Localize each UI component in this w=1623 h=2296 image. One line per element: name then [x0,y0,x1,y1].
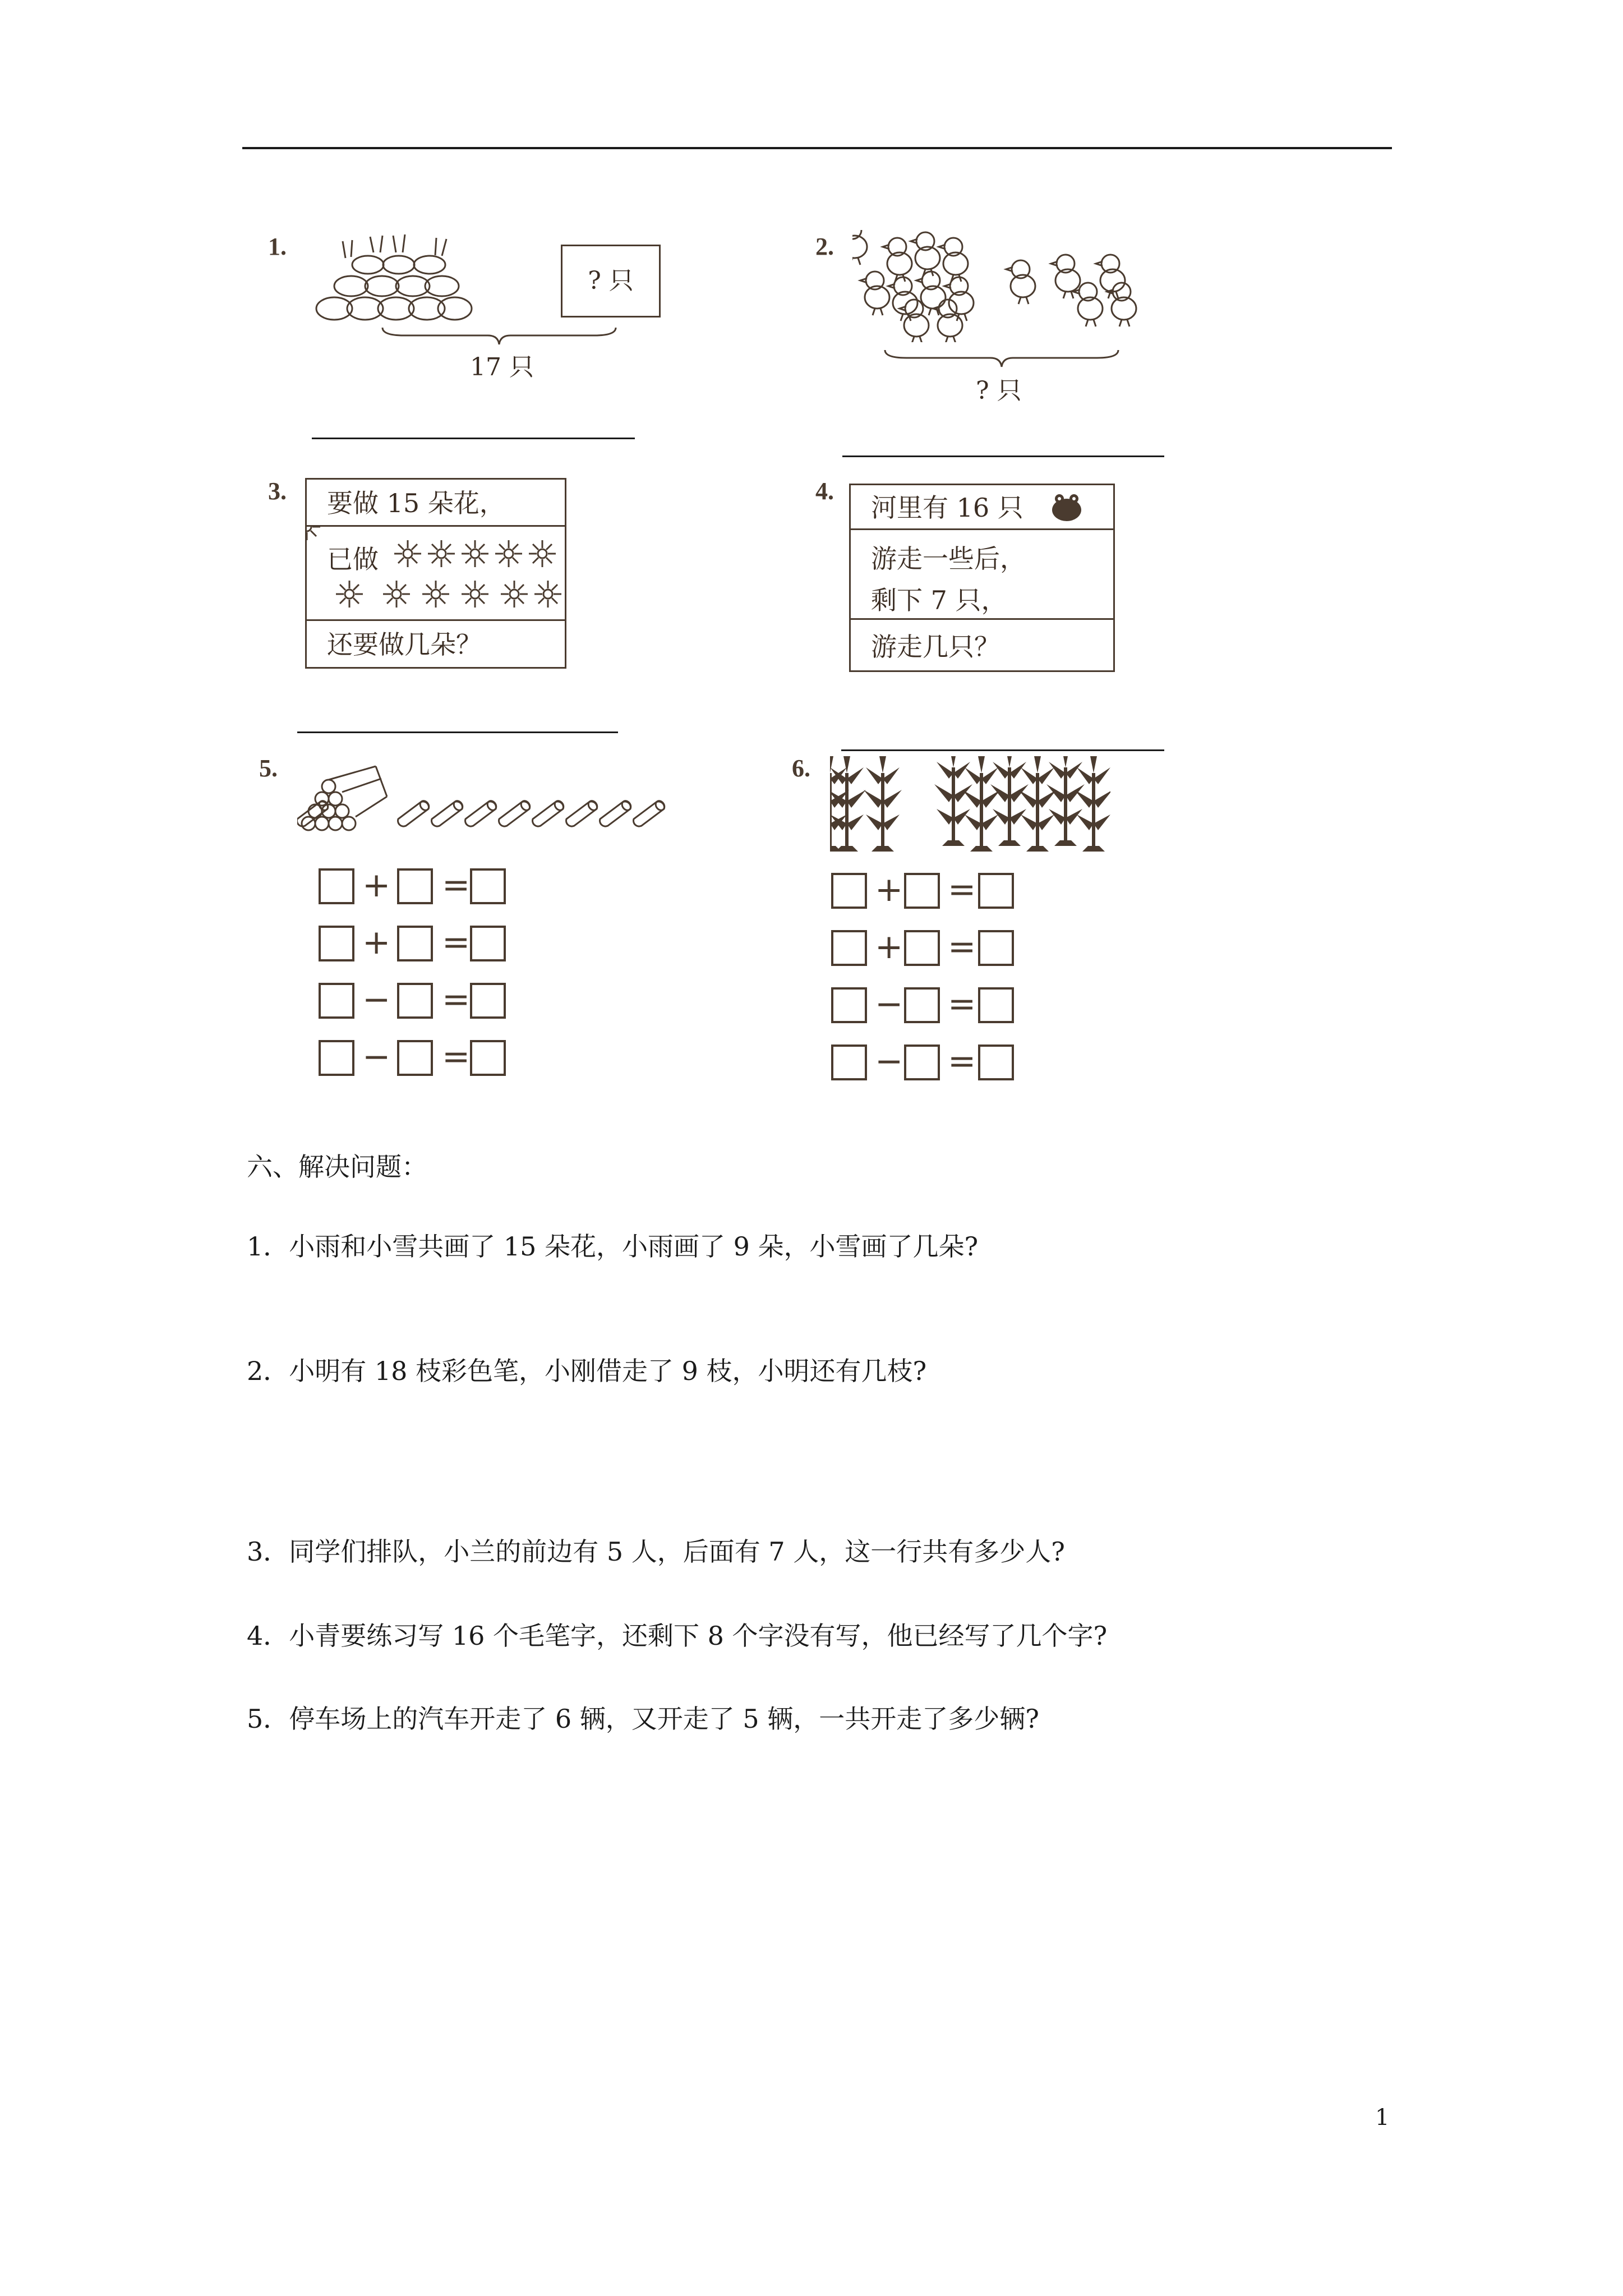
frog-icon [1048,491,1085,524]
answer-box[interactable] [904,873,940,909]
card-4-row-4: 游走几只？ [871,632,1000,662]
answer-box[interactable] [831,1045,867,1080]
flowers-illustration [307,527,565,621]
equals-sign: = [442,923,471,962]
answer-box[interactable] [397,1040,433,1076]
answer-box[interactable] [319,1040,354,1076]
answer-box[interactable] [978,930,1014,966]
card-3-row-3: 还要做几朵？ [327,629,482,660]
answer-box[interactable] [319,868,354,904]
chick-group-illustration [852,230,1144,342]
equation-row [319,923,520,964]
answer-line-1[interactable] [312,438,635,439]
answer-box[interactable] [397,868,433,904]
answer-box[interactable] [831,987,867,1023]
equation-row [319,980,520,1021]
answer-box[interactable] [904,1045,940,1080]
word-problem-4: 4．小青要练习写 16 个毛笔字，还剩下 8 个字没有写，他已经写了几个字? [247,1621,1108,1651]
brace-label-question: ? 只 [976,376,1022,405]
problem-4-number: 4. [815,477,834,505]
answer-box[interactable] [831,873,867,909]
answer-box[interactable] [470,983,506,1019]
answer-box[interactable] [397,983,433,1019]
unknown-count-box: ? 只 [561,245,661,318]
card-4-row-1 [851,485,1113,530]
equals-sign: = [948,1042,976,1081]
card-4-row-2: 游走一些后， [871,544,1026,574]
equals-sign: = [948,870,976,909]
word-problem-1: 1．小雨和小雪共画了 15 朵花，小雨画了 9 朵，小雪画了几朵? [247,1231,979,1262]
answer-box[interactable] [319,926,354,961]
brace-question [884,348,1119,370]
equals-sign: = [948,984,976,1024]
card-3-row-1: 要做 15 朵花， [307,480,565,527]
operator: + [875,870,903,909]
brace-label-17: 17 只 [470,353,534,381]
equation-row [831,1042,1033,1083]
problem-2-number: 2. [815,233,834,260]
card-4-row-3: 剩下 7 只， [851,581,1113,620]
operator: − [362,980,391,1019]
answer-box[interactable] [904,930,940,966]
corn-plants-illustration [830,756,1110,857]
equals-sign: = [442,1037,471,1076]
answer-box[interactable] [978,873,1014,909]
equation-row [831,927,1033,968]
answer-box[interactable] [470,926,506,961]
answer-box[interactable] [470,868,506,904]
operator: − [362,1037,391,1076]
equals-sign: = [442,866,471,905]
logs-illustration [297,763,673,836]
rabbit-group-illustration [312,230,486,331]
answer-box[interactable] [831,930,867,966]
answer-line-3[interactable] [297,731,618,733]
header-rule [242,147,1392,149]
equation-row [319,868,520,907]
answer-box[interactable] [397,926,433,961]
card-3-row-2-label: 已做 [327,544,379,574]
equation-row [831,984,1033,1025]
operator: + [362,923,391,962]
operator: + [875,927,903,967]
problem-3-number: 3. [268,477,287,505]
word-problem-5: 5．停车场上的汽车开走了 6 辆，又开走了 5 辆，一共开走了多少辆? [247,1704,1039,1734]
page-number: 1 [1375,2105,1390,2131]
equation-row [319,1037,520,1078]
equals-sign: = [442,980,471,1019]
equals-sign: = [948,927,976,967]
section-title: 六、解决问题： [247,1152,427,1182]
answer-box[interactable] [319,983,354,1019]
problem-4-card [849,484,1115,672]
word-problem-2: 2．小明有 18 枝彩色笔，小刚借走了 9 枝，小明还有几枝? [247,1356,927,1386]
answer-box[interactable] [978,987,1014,1023]
answer-box[interactable] [904,987,940,1023]
operator: + [362,866,391,905]
problem-5-number: 5. [259,754,278,782]
answer-box[interactable] [978,1045,1014,1080]
card-3-row-2 [307,527,565,621]
problem-6-number: 6. [792,754,810,782]
answer-line-2[interactable] [842,455,1164,457]
equation-row [831,870,1033,911]
answer-line-4[interactable] [841,749,1164,751]
answer-box[interactable] [470,1040,506,1076]
operator: − [875,1042,903,1081]
operator: − [875,984,903,1024]
problem-3-card [305,478,566,669]
problem-1-number: 1. [268,233,287,260]
card-4-row-1-text: 河里有 16 只 [871,493,1023,523]
brace-17 [381,325,617,348]
word-problem-3: 3．同学们排队，小兰的前边有 5 人，后面有 7 人，这一行共有多少人? [247,1536,1065,1567]
